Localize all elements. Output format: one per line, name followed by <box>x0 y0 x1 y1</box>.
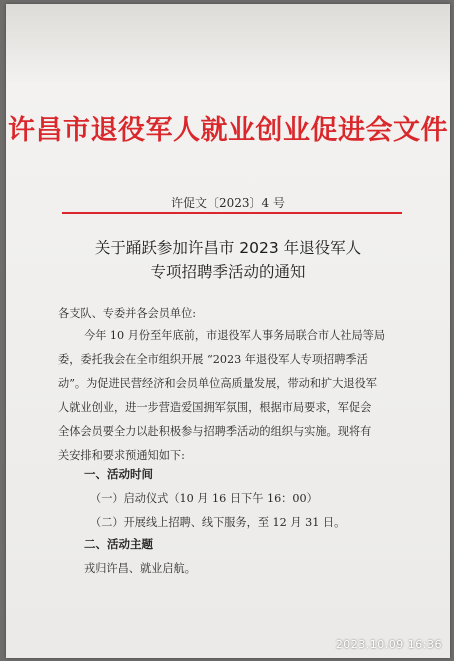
paragraph-line: 动”。为促进民营经济和会员单位高质量发展，带动和扩大退役军 <box>58 377 377 390</box>
subject-title-line-1: 关于踊跃参加许昌市 2023 年退役军人 <box>94 239 362 257</box>
paragraph-line: 委，委托我会在全市组织开展 “2023 年退役军人专项招聘季活 <box>58 353 368 366</box>
photo-timestamp: 2023.10.09 16:36 <box>335 638 442 651</box>
paragraph-line: 人就业创业，进一步营造爱国拥军氛围，根据市局要求，军促会 <box>58 401 372 414</box>
red-separator-line <box>62 212 402 214</box>
subject-title-line-2: 专项招聘季活动的通知 <box>150 263 306 281</box>
section-text: 戎归许昌、就业启航。 <box>84 562 196 575</box>
document-number: 许促文〔2023〕4 号 <box>171 196 285 210</box>
document-page <box>6 4 450 658</box>
paragraph-line: 全体会员要全力以赴积极参与招聘季活动的组织与实施。现将有 <box>58 425 372 438</box>
section-item: （一）启动仪式（10 月 16 日下午 16：00） <box>90 492 318 505</box>
section-heading-activity-theme: 二、活动主题 <box>84 537 153 551</box>
paragraph-line: 今年 10 月份至年底前，市退役军人事务局联合市人社局等局 <box>84 329 386 342</box>
section-heading-activity-time: 一、活动时间 <box>84 467 153 481</box>
section-item: （二）开展线上招聘、线下服务，至 12 月 31 日。 <box>90 516 346 529</box>
paper-shadow <box>6 4 450 84</box>
paragraph-line: 关安排和要求预通知如下: <box>58 449 185 462</box>
salutation: 各支队、专委并各会员单位: <box>58 307 197 320</box>
issuer-header-title: 许昌市退役军人就业创业促进会文件 <box>8 115 448 146</box>
